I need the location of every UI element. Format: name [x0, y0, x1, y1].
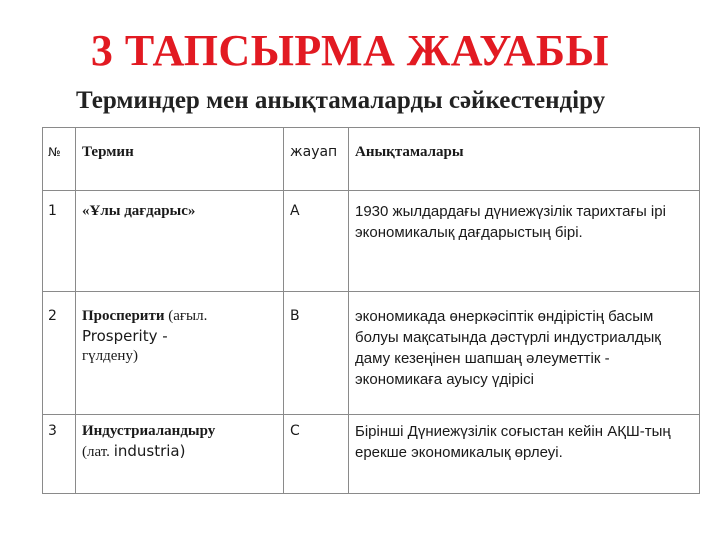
row-term-note-suffix: гүлдену) [82, 348, 138, 364]
row-definition-cell [349, 191, 700, 292]
table-row [43, 415, 700, 494]
row-definition-cell [349, 292, 700, 415]
row-term-note-suffix: ) [179, 442, 186, 460]
header-term: Термин [82, 144, 134, 160]
row-definition-cell [349, 415, 700, 494]
header-num: № [48, 145, 61, 159]
page-subtitle: Терминдер мен анықтамаларды сәйкестендіру [76, 87, 606, 114]
row-num: 1 [48, 203, 57, 219]
row-term-note-latin: industria [113, 442, 180, 460]
row-num-cell [43, 191, 76, 292]
row-num-cell [43, 415, 76, 494]
row-num-cell [43, 292, 76, 415]
row-answer: А [290, 203, 300, 219]
row-definition: Бірінші Дүниежүзілік соғыстан кейін АҚШ-тың ерекше экономикалық өрлеуі. [355, 423, 671, 461]
row-term-note-latin: Prosperity - [82, 327, 168, 345]
row-term: «Ұлы дағдарыс» [82, 203, 196, 219]
table-row [43, 292, 700, 415]
header-answer: жауап [290, 144, 338, 160]
header-num-cell [43, 128, 76, 191]
row-term: Просперити [82, 308, 165, 324]
table-header-row [43, 128, 700, 191]
table-row [43, 191, 700, 292]
row-term-note-prefix: (ағыл. [168, 308, 208, 324]
answers-table [42, 127, 700, 494]
row-num: 3 [48, 423, 57, 439]
header-answer-cell [284, 128, 349, 191]
row-term-cell [76, 415, 284, 494]
row-answer-cell [284, 191, 349, 292]
row-term-cell [76, 191, 284, 292]
header-term-cell [76, 128, 284, 191]
row-answer: С [290, 423, 300, 439]
row-definition: 1930 жылдардағы дүниежүзілік тарихтағы ірі экономикалық дағдарыстың бірі. [355, 203, 666, 241]
row-term: Индустриаландыру [82, 423, 216, 439]
row-num: 2 [48, 308, 57, 324]
page-title: 3 ТАПСЫРМА ЖАУАБЫ [90, 26, 610, 75]
row-term-cell [76, 292, 284, 415]
row-answer-cell [284, 415, 349, 494]
row-answer-cell [284, 292, 349, 415]
header-definition: Анықтамалары [355, 144, 464, 160]
header-definition-cell [349, 128, 700, 191]
row-term-note-prefix: (лат. [82, 444, 110, 460]
row-answer: В [290, 308, 300, 324]
row-definition: экономикада өнеркәсіптік өндірістің басым болуы мақсатында дәстүрлі индустриалдық даму кезеңінен шапшаң әлеуметтік - экономикаға ауысу үдірісі [355, 308, 661, 388]
